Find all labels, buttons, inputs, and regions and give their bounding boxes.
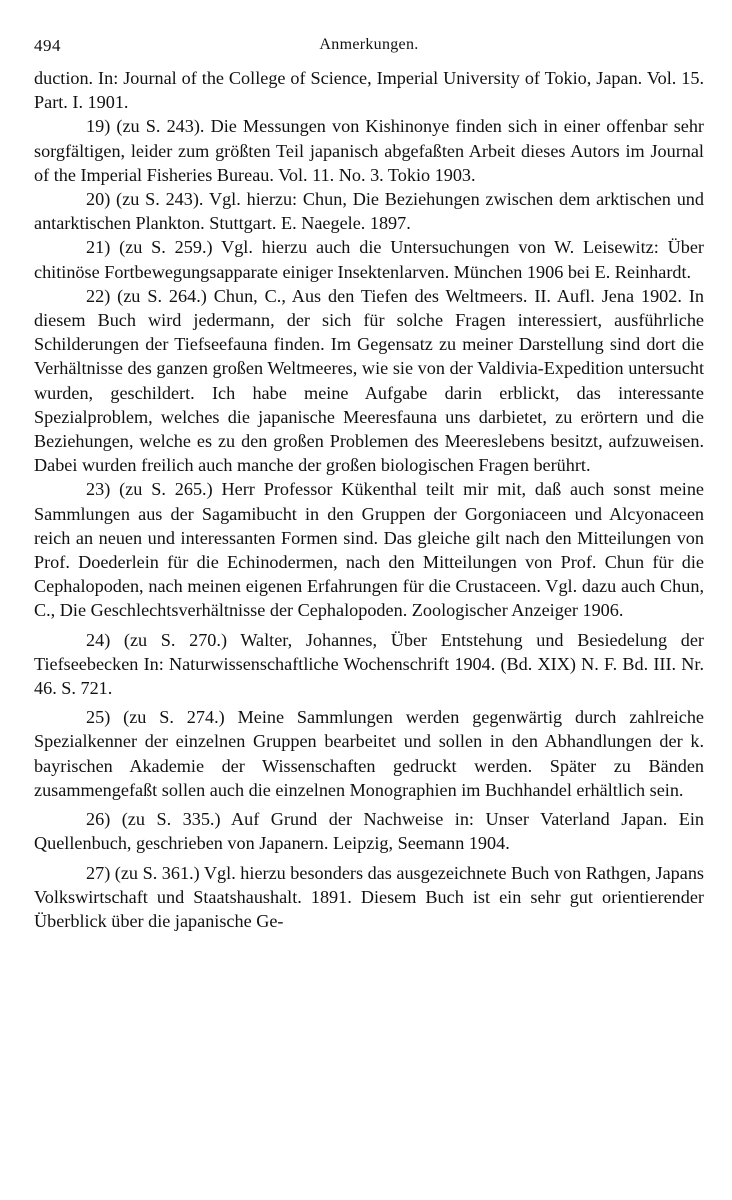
note-23: 23) (zu S. 265.) Herr Professor Kükenthal teilt mir mit, daß auch sonst meine Sammlungen aus der Sagamibucht in den Gruppen der Gorgoniaceen und Alcyonaceen reich an neuen und interessanten Formen sind. Das gleiche gilt nach den Mitteilungen von Prof. Doederlein für die Echinodermen, nach den Mitteilungen von Prof. Chun für die Cephalopoden, nach meinen eigenen Erfahrungen für die Crustaceen. Vgl. dazu auch Chun, C., Die Geschlechtsverhältnisse der Cephalopoden. Zoologischer Anzeiger 1906. [34,479,704,621]
note-24: 24) (zu S. 270.) Walter, Johannes, Über Entstehung und Besiedelung der Tiefseebecken In: Naturwissenschaftliche Wochenschrift 1904. (Bd. XIX) N. F. Bd. III. Nr. 46. S. 721. [34,629,704,699]
note-27: 27) (zu S. 361.) Vgl. hierzu besonders das ausgezeichnete Buch von Rathgen, Japans Volkswirtschaft und Staatshaushalt. 1891. Diesem Buch ist ein sehr gut orientierender Überblick über die japanische Ge- [34,862,704,931]
page-header [34,36,704,66]
note-19: 19) (zu S. 243). Die Messungen von Kishinonye finden sich in einer offenbar sehr sorgfältigen, leider zum größten Teil japanisch abgefaßten Arbeit dieses Autors im Journal of the Imperial Fisheries Bureau. Vol. 11. No. 3. Tokio 1903. [34,116,704,185]
note-20: 20) (zu S. 243). Vgl. hierzu: Chun, Die Beziehungen zwischen dem arktischen und antarktischen Plankton. Stuttgart. E. Naegele. 1897. [34,189,704,234]
note-continuation: duction. In: Journal of the College of Science, Imperial University of Tokio, Japan. Vol. 15. Part. I. 1901. [34,68,704,113]
running-head: Anmerkungen. [319,36,419,53]
note-22: 22) (zu S. 264.) Chun, C., Aus den Tiefen des Weltmeers. II. Aufl. Jena 1902. In diesem Buch wird jedermann, der sich für solche Fragen interessiert, ausführliche Schilderungen der Tiefseefauna finden. Im Gegensatz zu meiner Darstellung sind dort die Verhältnisse des ganzen großen Weltmeeres, wie sie von der Valdivia-Expedition untersucht wurden, geschildert. Ich habe meine Aufgabe darin erblickt, das interessante Spezialproblem, welches die japanische Meeresfauna uns darbietet, zu erörtern und die Beziehungen, welche es zu den großen Problemen des Meereslebens besitzt, aufzuweisen. Dabei wurden freilich auch manche der großen biologischen Fragen berührt. [34,285,704,476]
note-21: 21) (zu S. 259.) Vgl. hierzu auch die Untersuchungen von W. Leisewitz: Über chitinöse Fortbewegungsapparate einiger Insektenlarven. München 1906 bei E. Reinhardt. [34,237,704,282]
notes-body [34,66,704,933]
book-page [34,36,704,933]
note-26: 26) (zu S. 335.) Auf Grund der Nachweise in: Unser Vaterland Japan. Ein Quellenbuch, geschrieben von Japanern. Leipzig, Seemann 1904. [34,809,704,854]
page-number: 494 [34,36,61,55]
note-25: 25) (zu S. 274.) Meine Sammlungen werden gegenwärtig durch zahlreiche Spezialkenner der einzelnen Gruppen bearbeitet und sollen in den Abhandlungen der k. bayrischen Akademie der Wissenschaften gedruckt werden. Später zu Bänden zusammengefaßt sollen auch die einzelnen Monographien im Buchhandel erhältlich sein. [34,707,704,800]
